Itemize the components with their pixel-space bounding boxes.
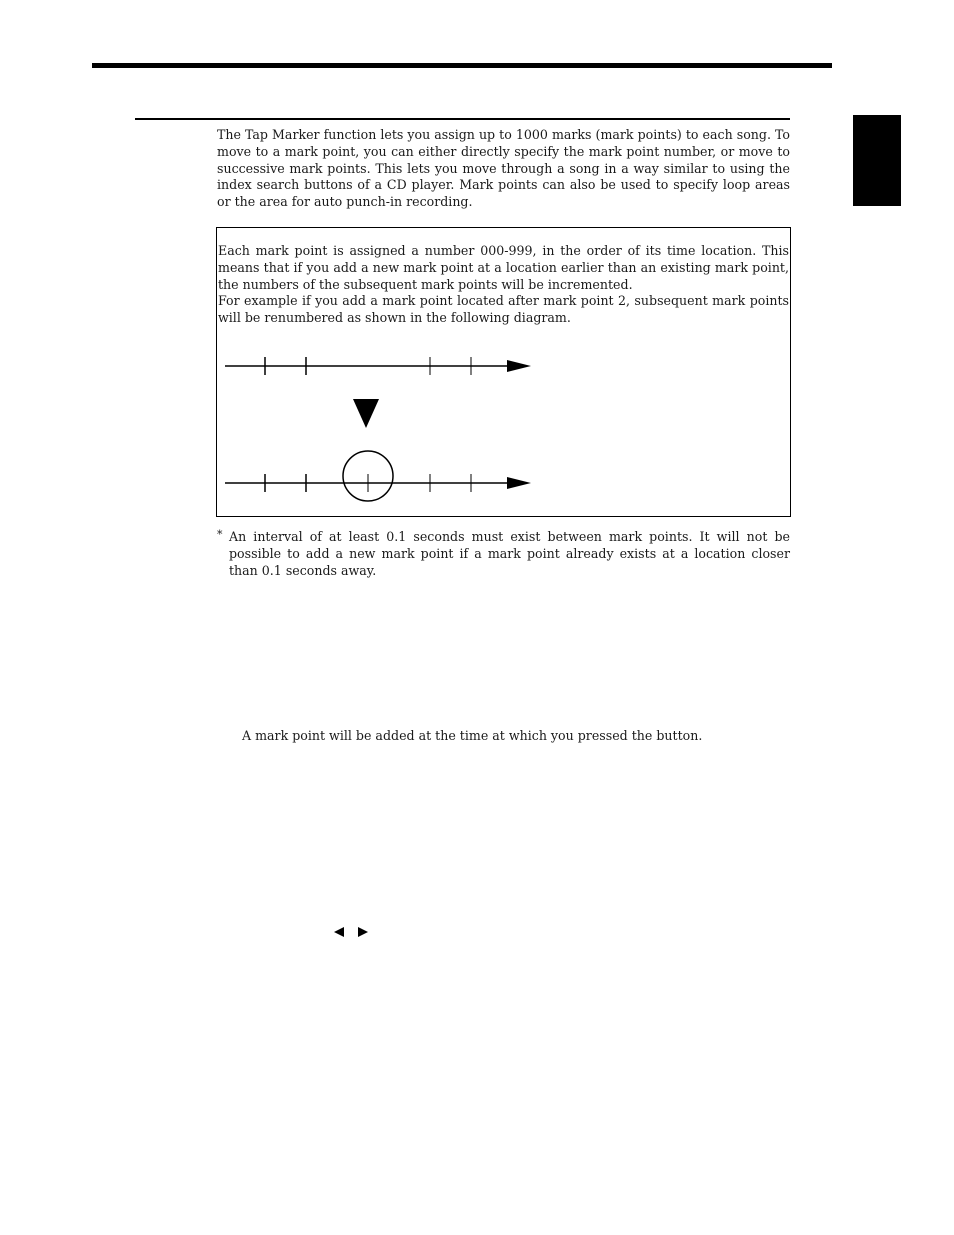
step-result-text: A mark point will be added at the time at which you pressed the button. (242, 728, 703, 743)
right-triangle-icon (358, 927, 368, 937)
chapter-tab (853, 115, 901, 206)
timeline-arrowhead-icon (507, 477, 531, 489)
section-rule (135, 118, 790, 120)
timeline-before (225, 357, 531, 375)
note-box (216, 227, 791, 517)
note-line-1: Each mark point is assigned a number 000-999, in the order of its time location. This means that if you add a new mark point at a location earlier than an existing mark point, the numbers of the subsequent mark points will be incremented. (218, 243, 789, 292)
cursor-arrows (331, 925, 371, 939)
left-triangle-icon (334, 927, 344, 937)
footnote (217, 529, 790, 579)
renumber-diagram (217, 228, 790, 516)
header-rule (92, 63, 832, 68)
footnote-marker: * (217, 528, 223, 541)
timeline-arrowhead-icon (507, 360, 531, 372)
timeline-after (225, 451, 531, 501)
intro-paragraph: The Tap Marker function lets you assign up to 1000 marks (mark points) to each song. To move to a mark point, you can either directly specify the mark point number, or move to successive mark points. This lets you move through a song in a way similar to using the index search buttons of a CD player. Mark points can also be used to specify loop areas or the area for auto punch-in recording. (217, 127, 790, 210)
footnote-text: An interval of at least 0.1 seconds must exist between mark points. It will not be possible to add a new mark point if a mark point already exists at a location closer than 0.1 seconds away. (229, 529, 790, 578)
note-line-2: For example if you add a mark point located after mark point 2, subsequent mark points will be renumbered as shown in the following diagram. (218, 293, 789, 326)
down-arrow-icon (353, 399, 379, 428)
